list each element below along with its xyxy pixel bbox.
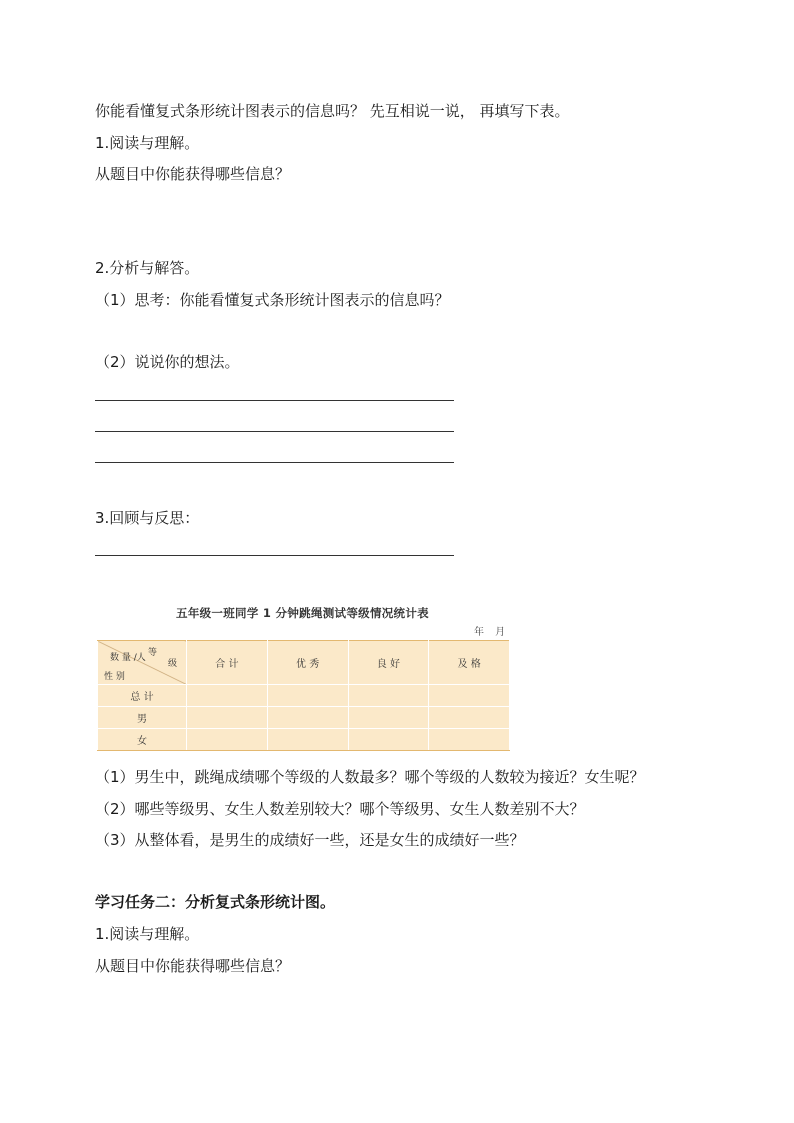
row-header: 男: [98, 707, 187, 729]
table-cell[interactable]: [429, 707, 510, 729]
row-header: 总 计: [98, 685, 187, 707]
answer-line-3[interactable]: [95, 462, 454, 463]
corner-label-top: 等: [148, 648, 158, 658]
table-cell[interactable]: [187, 685, 268, 707]
column-header: 合 计: [187, 641, 268, 685]
task2-heading: 学习任务二：分析复式条形统计图。: [95, 893, 336, 911]
corner-label-mid: 数 量 /人: [110, 653, 146, 663]
section1-question: 从题目中你能获得哪些信息？: [95, 165, 291, 183]
answer-line-2[interactable]: [95, 431, 454, 432]
table-title: 五年级一班同学 1 分钟跳绳测试等级情况统计表: [176, 606, 429, 620]
row-header: 女: [98, 729, 187, 751]
table-cell[interactable]: [429, 685, 510, 707]
section3-heading: 3.回顾与反思：: [95, 509, 200, 527]
column-header: 良 好: [348, 641, 429, 685]
table-cell[interactable]: [187, 707, 268, 729]
table-cell[interactable]: [348, 685, 429, 707]
corner-label-right: 级: [168, 659, 178, 669]
stats-table: [97, 640, 510, 751]
question-2: （2）哪些等级男、女生人数差别较大？哪个等级男、女生人数差别不大？: [95, 800, 585, 818]
section1-heading: 1.阅读与理解。: [95, 134, 200, 152]
table-cell[interactable]: [187, 729, 268, 751]
section2-question-2: （2）说说你的想法。: [95, 353, 240, 371]
table-cell[interactable]: [348, 729, 429, 751]
question-3: （3）从整体看，是男生的成绩好一些，还是女生的成绩好一些？: [95, 831, 525, 849]
answer-line-1[interactable]: [95, 400, 454, 401]
section2-heading: 2.分析与解答。: [95, 259, 200, 277]
table-date: 年 月: [474, 627, 506, 638]
reflection-line[interactable]: [95, 555, 454, 556]
table-cell[interactable]: [267, 729, 348, 751]
section2-question-1: （1）思考：你能看懂复式条形统计图表示的信息吗？: [95, 291, 450, 309]
table-cell[interactable]: [429, 729, 510, 751]
table-cell[interactable]: [348, 707, 429, 729]
column-header: 优 秀: [267, 641, 348, 685]
table-cell[interactable]: [267, 685, 348, 707]
task2-step1: 1.阅读与理解。: [95, 925, 200, 943]
table-corner-cell: [98, 641, 187, 685]
corner-label-bottom: 性 别: [104, 672, 125, 682]
intro-text: 你能看懂复式条形统计图表示的信息吗？ 先互相说一说， 再填写下表。: [95, 102, 570, 120]
question-1: （1）男生中，跳绳成绩哪个等级的人数最多？哪个等级的人数较为接近？女生呢？: [95, 768, 645, 786]
task2-question: 从题目中你能获得哪些信息？: [95, 957, 291, 975]
table-cell[interactable]: [267, 707, 348, 729]
column-header: 及 格: [429, 641, 510, 685]
